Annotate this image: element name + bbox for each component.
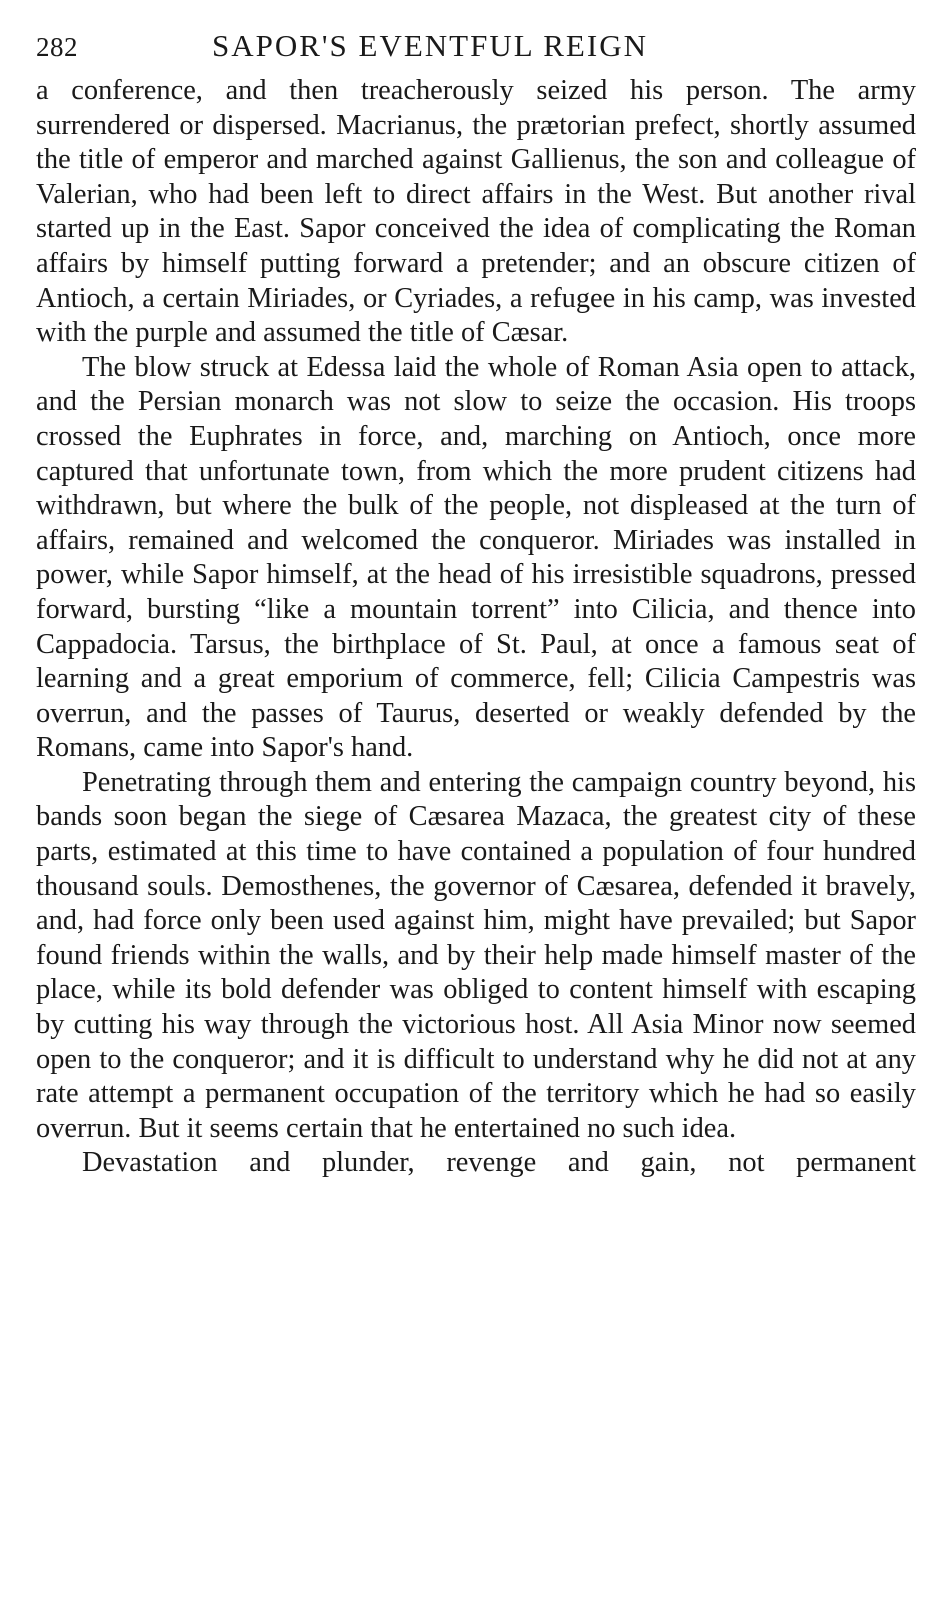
paragraph-caesarea: Penetrating through them and entering the campaign country beyond, his bands soon began the siege of Cæsarea Mazaca, the greatest city of these parts, estimated at this time to have contained a population of four hundred thousand souls. Demosthenes, the governor of Cæsarea, defended it bravely, and, had force only been used against him, might have prevailed; but Sapor found friends within the walls, and by their help made himself master of the place, while its bold defender was obliged to content himself with escaping by cutting his way through the victorious host. All Asia Minor now seemed open to the conqueror; and it is difficult to understand why he did not at any rate attempt a permanent occupation of the territory which he had so easily overrun. But it seems certain that he entertained no such idea. [36, 766, 916, 1144]
paragraph-devastation: Devastation and plunder, revenge and gain, not permanent [82, 1147, 916, 1179]
paragraph-edessa: The blow struck at Edessa laid the whole of Roman Asia open to attack, and the Persian monarch was not slow to seize the occasion. His troops crossed the Euphrates in force, and, marching on Antioch, once more captured that unfortunate town, from which the more prudent citizens had withdrawn, but where the bulk of the people, not displeased at the turn of affairs, remained and welcomed the conqueror. Miriades was installed in power, while Sapor himself, at the head of his irresistible squadrons, pressed forward, bursting “like a mountain torrent” into Cilicia, and thence into Cappadocia. Tarsus, the birthplace of St. Paul, at once a famous seat of learning and a great emporium of commerce, fell; Cilicia Campestris was overrun, and the passes of Taurus, deserted or weakly defended by the Romans, came into Sapor's hand. [36, 351, 916, 764]
book-page [36, 22, 916, 1181]
running-head [36, 22, 916, 66]
body-text [36, 74, 916, 1181]
running-title: SAPOR'S EVENTFUL REIGN [212, 28, 648, 63]
page-number: 282 [36, 32, 78, 62]
paragraph-continued: a conference, and then treacherously seized his person. The army surrendered or dispersed. Macrianus, the prætorian prefect, shortly assumed the title of emperor and marched against Gallienus, the son and colleague of Valerian, who had been left to direct affairs in the West. But another rival started up in the East. Sapor conceived the idea of complicating the Roman affairs by himself putting forward a pretender; and an obscure citizen of Antioch, a certain Miriades, or Cyriades, a refugee in his camp, was invested with the purple and assumed the title of Cæsar. [36, 75, 916, 349]
